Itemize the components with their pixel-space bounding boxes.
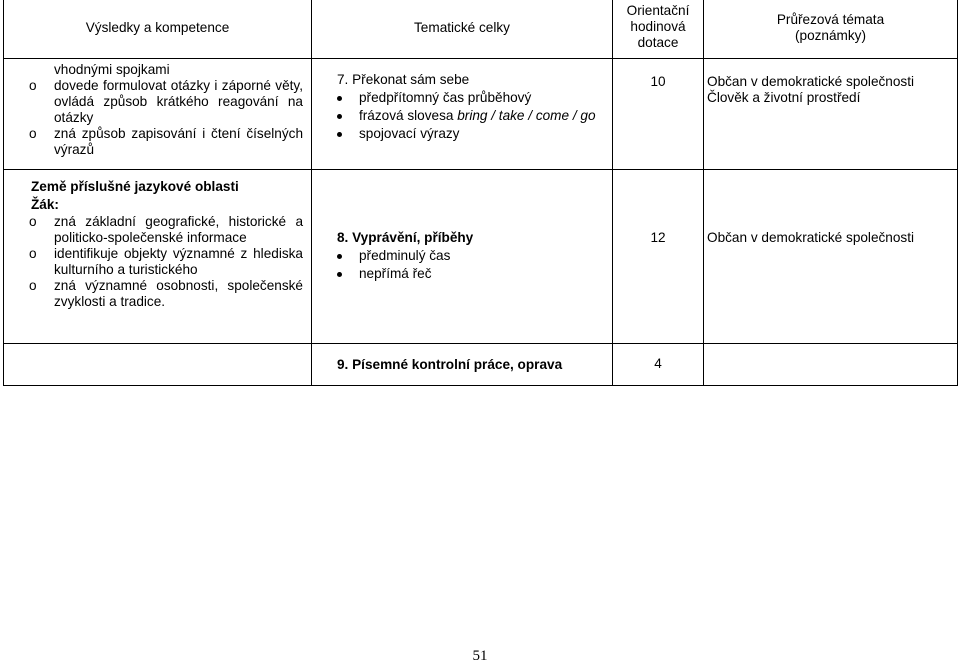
bullet-dot-icon: [337, 96, 342, 101]
row3-hours: 4: [613, 343, 704, 385]
crosscutting-item: Občan v demokratické společnosti: [707, 73, 915, 89]
list-item: předminulý čas: [312, 247, 612, 265]
bullet-dot-icon: [337, 132, 342, 137]
header-crosscutting-line1: Průřezová témata: [776, 12, 885, 27]
circle-bullet-icon: o: [29, 213, 37, 229]
list-item: nepřímá řeč: [312, 265, 612, 283]
list-item: o zná základní geografické, historické a politicko-společenské informace: [29, 213, 303, 245]
table-row: [4, 343, 958, 385]
list-item: spojovací výrazy: [312, 125, 612, 143]
circle-bullet-icon: o: [29, 125, 37, 141]
header-crosscutting: [704, 0, 958, 58]
row3-topic-cell: [312, 343, 613, 385]
crosscutting-item: Občan v demokratické společnosti: [707, 229, 915, 245]
list-item: předpřítomný čas průběhový: [312, 89, 612, 107]
pupil-label: Žák:: [31, 196, 59, 212]
curriculum-table: [3, 0, 958, 386]
topic-title: 7. Překonat sám sebe: [337, 71, 470, 87]
header-hours-line2: hodinová: [630, 19, 686, 34]
outcomes-continuation: vhodnými spojkami: [54, 61, 170, 77]
circle-bullet-icon: o: [29, 245, 37, 261]
row2-crosscutting: [704, 169, 958, 343]
row3-outcomes-cell: [4, 343, 312, 385]
bullet-dot-icon: [337, 272, 342, 277]
header-hours-line3: dotace: [637, 35, 679, 50]
topic-title: 9. Písemné kontrolní práce, oprava: [337, 356, 563, 372]
row2-hours: 12: [613, 169, 704, 343]
row2-outcomes-list: [4, 214, 311, 310]
topic-title: 8. Vyprávění, příběhy: [337, 229, 474, 245]
header-hours-line1: Orientační: [626, 3, 690, 18]
table-row: [4, 58, 958, 169]
header-hours: [613, 0, 704, 58]
list-item: frázová slovesa bring / take / come / go: [312, 107, 612, 125]
header-topics: Tematické celky: [312, 0, 613, 58]
page-number: 51: [472, 648, 488, 664]
row1-topic-list: [312, 89, 612, 143]
row1-topic-cell: [312, 58, 613, 169]
row3-crosscutting-cell: [704, 343, 958, 385]
row1-crosscutting-cell: [704, 58, 958, 169]
area-title: Země příslušné jazykové oblasti: [31, 178, 239, 194]
circle-bullet-icon: o: [29, 77, 37, 93]
bullet-dot-icon: [337, 114, 342, 119]
list-item: o zná významné osobnosti, společenské zvyklosti a tradice.: [29, 277, 303, 309]
row2-outcomes-cell: [4, 169, 312, 343]
row2-topic-list: [312, 247, 612, 283]
row1-outcomes-list: [4, 78, 311, 158]
header-crosscutting-line2: (poznámky): [794, 28, 866, 43]
crosscutting-item: Člověk a životní prostředí: [707, 89, 861, 105]
row1-hours: 10: [613, 58, 704, 169]
row2-topic-cell: [312, 169, 613, 343]
row1-outcomes-cell: [4, 58, 312, 169]
circle-bullet-icon: o: [29, 277, 37, 293]
header-outcomes: Výsledky a kompetence: [4, 0, 312, 58]
bullet-dot-icon: [337, 254, 342, 259]
list-item: o dovede formulovat otázky i záporné věty, ovládá způsob krátkého reagování na otázky: [29, 77, 303, 125]
table-row: [4, 169, 958, 343]
list-item: o zná způsob zapisování i čtení číselných výrazů: [29, 125, 303, 157]
list-item: o identifikuje objekty významné z hlediska kulturního a turistického: [29, 245, 303, 277]
header-row: [4, 0, 958, 58]
